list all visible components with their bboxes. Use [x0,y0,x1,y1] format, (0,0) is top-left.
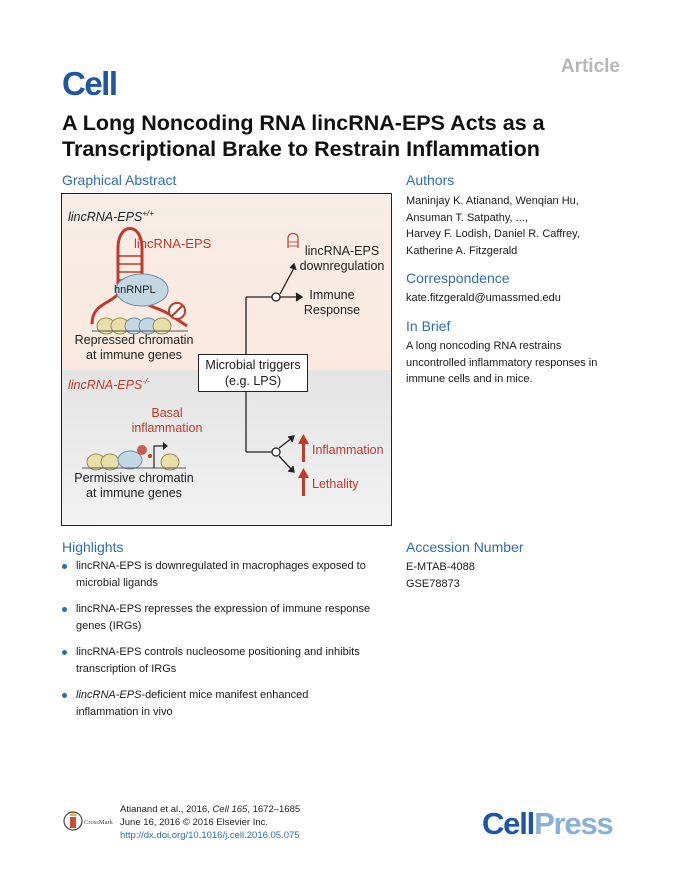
authors-heading: Authors [406,172,455,188]
highlight-item: lincRNA-EPS-deficient mice manifest enhanced inflammation in vivo [62,687,402,720]
bullet-icon [62,650,67,655]
crossmark-icon[interactable] [62,808,118,834]
crossmark-label: CrossMark [84,819,113,826]
lethality-up-arrow-icon [298,468,309,496]
no-entry-icon [169,303,185,319]
inflammation-up-arrow-icon [298,434,309,462]
basal-inflammation-label: Basal inflammation [131,406,203,435]
accession-link[interactable]: GSE78873 [406,577,460,590]
highlights-heading: Highlights [62,539,124,555]
article-type-label: Article [560,56,620,77]
bullet-icon [62,564,67,569]
correspondence-heading: Correspondence [406,270,510,286]
lincrna-label: lincRNA-EPS [134,236,212,251]
inflammation-label: Inflammation [312,443,384,457]
knockout-label: lincRNA-EPS-/- [68,377,150,393]
correspondence-email[interactable]: kate.fitzgerald@umassmed.edu [406,292,561,304]
graphical-abstract-figure [61,193,392,526]
in-brief-text: A long noncoding RNA restrains uncontrolled inflammatory responses in immune cells and in mice. [406,340,598,385]
journal-logo: Cell [62,65,117,102]
graphical-abstract-heading: Graphical Abstract [62,172,177,188]
article-title: A Long Noncoding RNA lincRNA-EPS Acts as a Transcriptional Brake to Restrain Inflammation [62,111,545,161]
permissive-nucleosomes-icon [82,442,186,470]
accession-numbers [406,559,475,592]
authors-list: Maninjay K. Atianand, Wenqian Hu, Ansuman T. Satpathy, ..., Harvey F. Lodish, Daniel R. Caffrey, Katherine A. Fitzgerald [406,195,580,257]
bullet-icon [62,693,67,698]
bullet-icon [62,607,67,612]
highlight-item: lincRNA-EPS controls nucleosome positioning and inhibits transcription of IRGs [62,644,402,677]
accession-link[interactable]: E-MTAB-4088 [406,561,475,573]
accession-heading: Accession Number [406,539,524,555]
microbial-triggers-box: Microbial triggers (e.g. LPS) [198,354,308,392]
highlight-item: lincRNA-EPS is downregulated in macrophages exposed to microbial ligands [62,558,402,591]
permissive-chromatin-label: Permissive chromatin at immune genes [74,471,194,500]
in-brief-heading: In Brief [406,318,451,334]
repressed-nucleosomes-icon [92,318,188,334]
cellpress-logo: CellPress [482,806,613,841]
citation-line: Atianand et al., 2016, Cell 165, 1672–1685 [120,804,301,815]
doi-link[interactable]: http://dx.doi.org/10.1016/j.cell.2016.05.075 [120,830,300,841]
immune-response-label: Immune Response [303,288,361,317]
hnrnpl-label: hnRNPL [114,284,156,296]
wild-type-label: lincRNA-EPS+/+ [68,209,154,225]
citation-block [120,803,300,842]
repressed-chromatin-label: Repressed chromatin at immune genes [74,333,194,362]
highlights-list [62,558,402,730]
highlight-item: lincRNA-EPS represses the expression of immune response genes (IRGs) [62,601,402,634]
date-line: June 16, 2016 © 2016 Elsevier Inc. [120,817,269,828]
lethality-label: Lethality [312,477,359,491]
downregulation-label: lincRNA-EPS downregulation [299,244,385,273]
